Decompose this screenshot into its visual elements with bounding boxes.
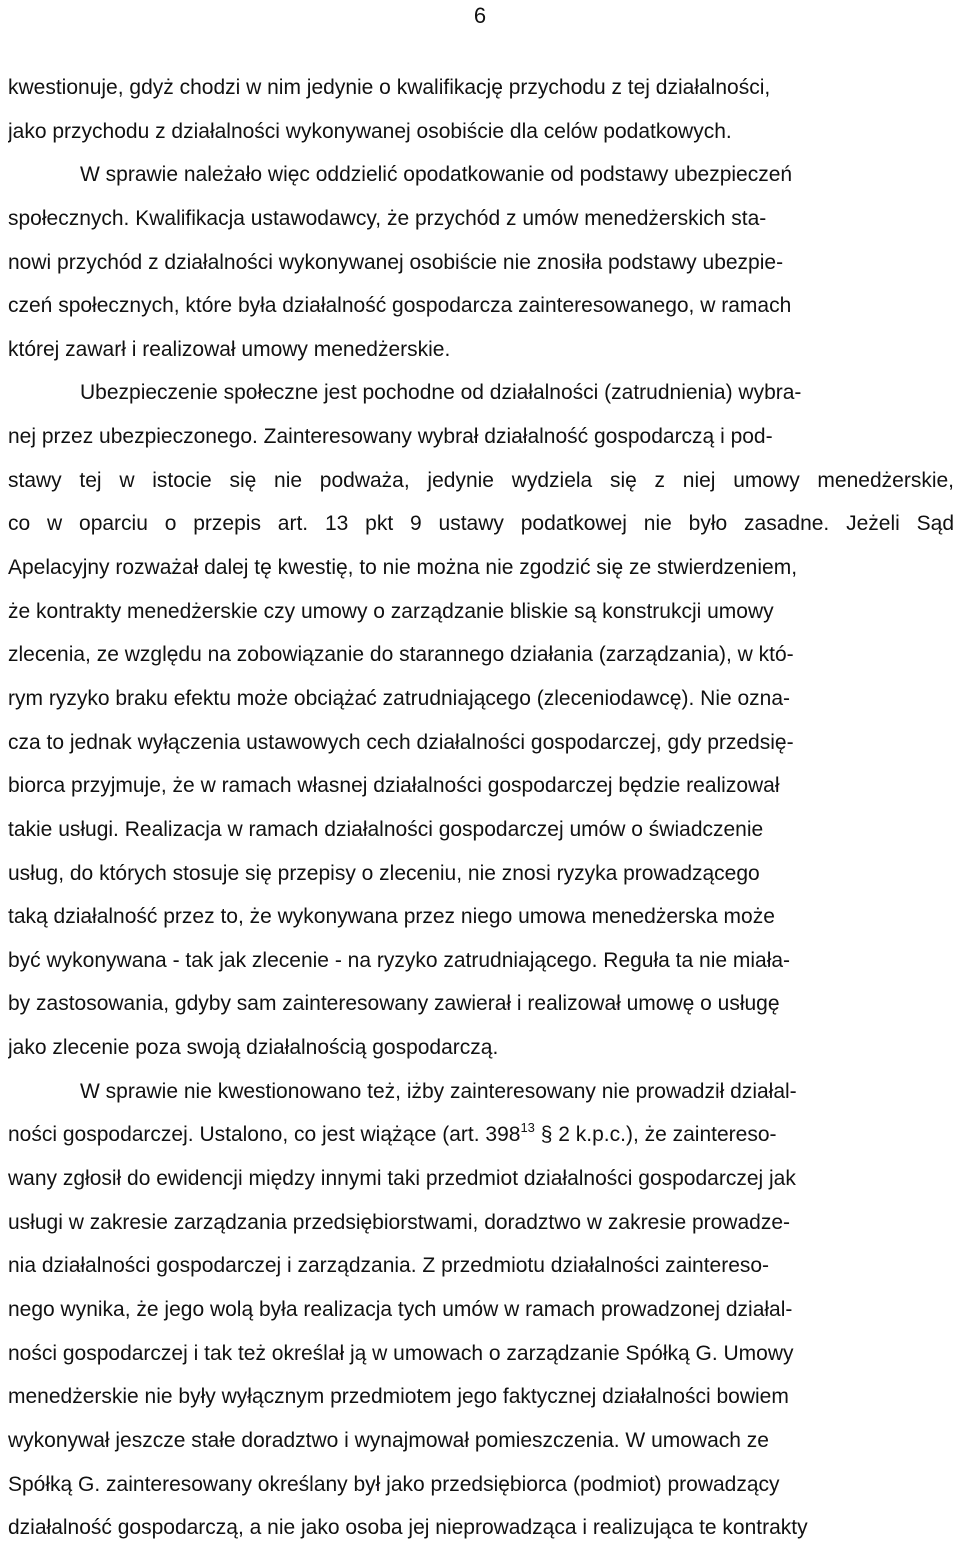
text-line [8, 1201, 954, 1245]
text-line [8, 502, 954, 546]
text-line [8, 371, 954, 415]
line-text: być wykonywana - tak jak zlecenie - na ryzyko zatrudniającego. Reguła ta nie miała- [8, 948, 791, 972]
line-text: której zawarł i realizował umowy menedżerskie. [8, 337, 451, 361]
text-line [8, 284, 954, 328]
line-text: nowi przychód z działalności wykonywanej osobiście nie znosiła podstawy ubezpie- [8, 250, 784, 274]
page-number: 6 [473, 3, 487, 28]
text-line [8, 982, 954, 1026]
line-text: nego wynika, że jego wolą była realizacja tych umów w ramach prowadzonej działal- [8, 1297, 793, 1321]
line-text: Ubezpieczenie społeczne jest pochodne od działalności (zatrudnienia) wybra- [80, 381, 802, 405]
line-text: działalność gospodarczą, a nie jako osoba jej nieprowadząca i realizująca te kontrakty [8, 1516, 808, 1540]
line-text: nej przez ubezpieczonego. Zainteresowany wybrał działalność gospodarczą i pod- [8, 425, 773, 449]
text-line [8, 1463, 954, 1507]
text-line [8, 590, 954, 634]
text-line [8, 1506, 954, 1550]
line-text: co w oparciu o przepis art. 13 pkt 9 ustawy podatkowej nie było zasadne. Jeżeli Sąd [8, 512, 954, 536]
text-line [8, 66, 954, 110]
line-text: wykonywał jeszcze stałe doradztwo i wynajmował pomieszczenia. W umowach ze [8, 1428, 769, 1452]
line-text: społecznych. Kwalifikacja ustawodawcy, że przychód z umów menedżerskich sta- [8, 206, 767, 230]
line-text-continued: § 2 k.p.c.), że zaintereso- [534, 1123, 777, 1147]
line-text: stawy tej w istocie się nie podważa, jedynie wydziela się z niej umowy menedżerskie, [8, 468, 954, 492]
line-text: czeń społecznych, które była działalność gospodarcza zainteresowanego, w ramach [8, 294, 792, 318]
line-text: Spółką G. zainteresowany określany był jako przedsiębiorca (podmiot) prowadzący [8, 1472, 780, 1496]
line-text: W sprawie nie kwestionowano też, iżby zainteresowany nie prowadził działal- [80, 1079, 797, 1103]
line-text: ności gospodarczej i tak też określał ją w umowach o zarządzanie Spółką G. Umowy [8, 1341, 794, 1365]
line-text: Apelacyjny rozważał dalej tę kwestię, to nie można nie zgodzić się ze stwierdzeniem, [8, 556, 798, 580]
line-text: W sprawie należało więc oddzielić opodatkowanie od podstawy ubezpieczeń [80, 163, 793, 187]
text-line [8, 1288, 954, 1332]
line-text: jako przychodu z działalności wykonywanej osobiście dla celów podatkowych. [8, 119, 732, 143]
line-text: usługi w zakresie zarządzania przedsiębiorstwami, doradztwo w zakresie prowadze- [8, 1210, 791, 1234]
line-text: rym ryzyko braku efektu może obciążać zatrudniającego (zleceniodawcę). Nie ozna- [8, 686, 791, 710]
line-text: nia działalności gospodarczej i zarządzania. Z przedmiotu działalności zaintereso- [8, 1254, 770, 1278]
line-text: cza to jednak wyłączenia ustawowych cech działalności gospodarczej, gdy przedsię- [8, 730, 794, 754]
line-text: takie usługi. Realizacja w ramach działalności gospodarczej umów o świadczenie [8, 817, 764, 841]
superscript: 13 [520, 1120, 535, 1136]
line-text: taką działalność przez to, że wykonywana przez niego umowa menedżerska może [8, 905, 775, 929]
text-line [8, 764, 954, 808]
text-line [8, 241, 954, 285]
text-line [8, 328, 954, 372]
text-line [8, 1026, 954, 1070]
text-line [8, 1113, 954, 1157]
line-text: że kontrakty menedżerskie czy umowy o zarządzanie bliskie są konstrukcji umowy [8, 599, 774, 623]
text-line [8, 677, 954, 721]
line-text: biorca przyjmuje, że w ramach własnej działalności gospodarczej będzie realizował [8, 774, 780, 798]
text-line [8, 1419, 954, 1463]
text-line [8, 633, 954, 677]
line-text: zlecenia, ze względu na zobowiązanie do starannego działania (zarządzania), w któ- [8, 643, 794, 667]
text-line [8, 939, 954, 983]
line-text: menedżerskie nie były wyłącznym przedmiotem jego faktycznej działalności bowiem [8, 1385, 789, 1409]
line-text: ności gospodarczej. Ustalono, co jest wiążące (art. 398 [8, 1123, 521, 1147]
line-text: usług, do których stosuje się przepisy o zleceniu, nie znosi ryzyka prowadzącego [8, 861, 760, 885]
line-text: wany zgłosił do ewidencji między innymi taki przedmiot działalności gospodarczej jak [8, 1167, 796, 1191]
line-text: by zastosowania, gdyby sam zainteresowany zawierał i realizował umowę o usługę [8, 992, 780, 1016]
text-line [8, 1157, 954, 1201]
text-line [8, 808, 954, 852]
text-line [8, 1332, 954, 1376]
text-line [8, 415, 954, 459]
text-line [8, 721, 954, 765]
text-line [8, 197, 954, 241]
line-text: jako zlecenie poza swoją działalnością gospodarczą. [8, 1036, 499, 1060]
text-line [8, 1244, 954, 1288]
text-line [8, 110, 954, 154]
text-line [8, 895, 954, 939]
text-line [8, 153, 954, 197]
text-line [8, 1070, 954, 1114]
document-body [8, 66, 954, 1550]
text-line [8, 1375, 954, 1419]
text-line [8, 459, 954, 503]
text-line [8, 546, 954, 590]
line-text: kwestionuje, gdyż chodzi w nim jedynie o kwalifikację przychodu z tej działalności, [8, 76, 771, 99]
text-line [8, 852, 954, 896]
